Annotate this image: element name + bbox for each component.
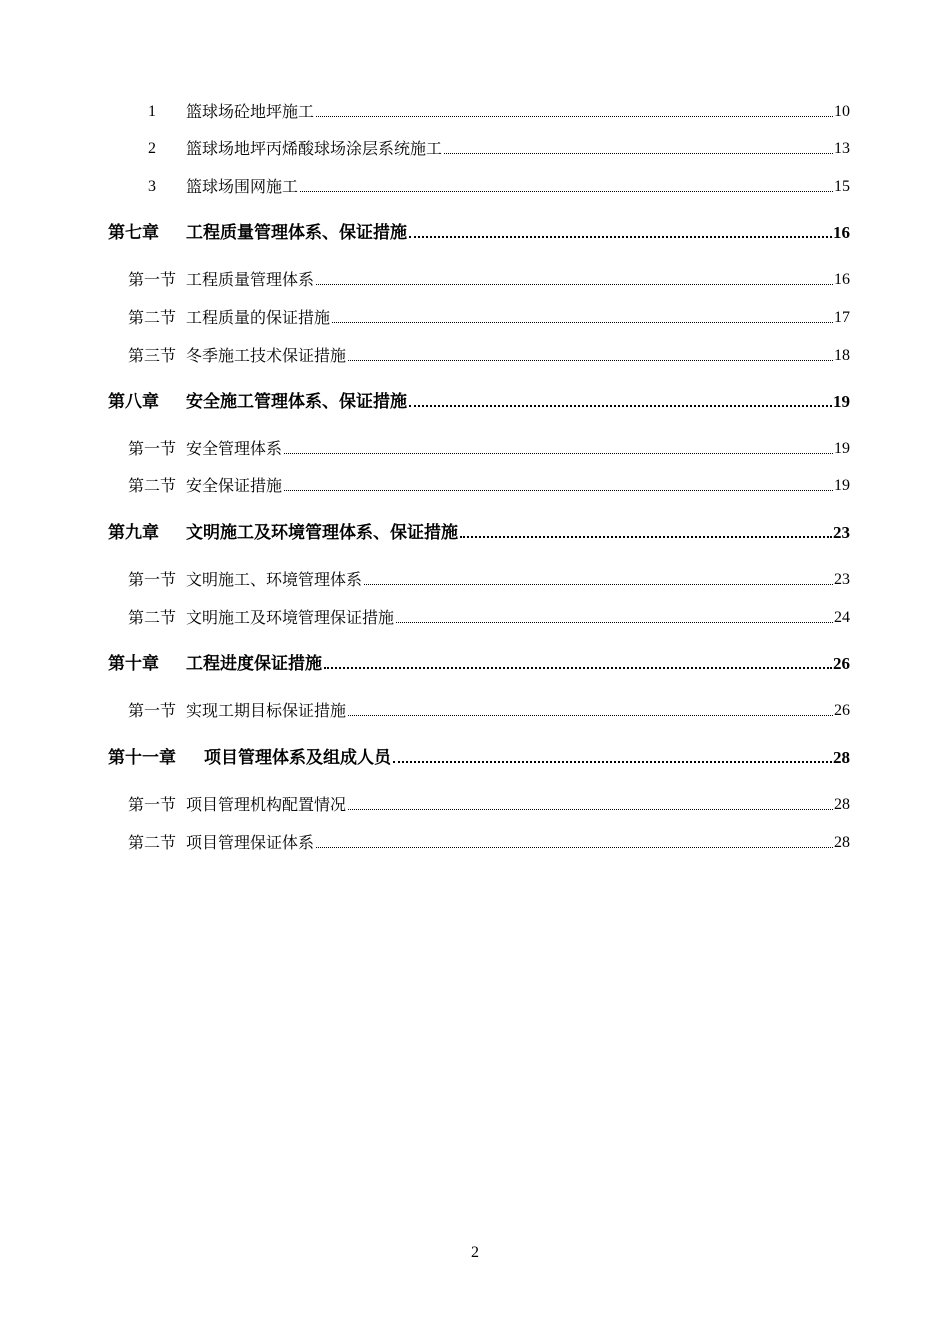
toc-entry-title: 篮球场地坪丙烯酸球场涂层系统施工 (186, 139, 443, 158)
toc-entry-number: 3 (148, 178, 156, 195)
toc-dot-leader (316, 284, 833, 285)
toc-entry-title: 工程质量的保证措施 (186, 308, 331, 327)
toc-entry-number: 第一节 (128, 570, 177, 589)
toc-dot-leader (316, 116, 833, 117)
toc-dot-leader (409, 405, 832, 407)
toc-section-entry[interactable] (108, 791, 850, 815)
toc-entry-page: 28 (834, 834, 850, 851)
toc-chapter-entry[interactable] (108, 744, 850, 768)
toc-entry-number: 第二节 (128, 833, 177, 852)
toc-entry-title: 安全施工管理体系、保证措施 (186, 392, 407, 412)
toc-entry-number: 第八章 (108, 392, 159, 412)
toc-entry-title: 工程进度保证措施 (186, 654, 322, 674)
toc-entry-number: 第二节 (128, 476, 177, 495)
toc-chapter-entry[interactable] (108, 519, 850, 543)
toc-entry-page: 28 (833, 748, 850, 767)
toc-chapter-entry[interactable] (108, 388, 850, 412)
toc-entry-title: 篮球场砼地坪施工 (186, 102, 315, 121)
toc-dot-leader (300, 191, 833, 192)
toc-entry-page: 26 (833, 654, 850, 673)
toc-entry-page: 16 (834, 271, 850, 288)
toc-entry-title: 工程质量管理体系 (186, 270, 315, 289)
toc-dot-leader (348, 360, 833, 361)
toc-dot-leader (348, 809, 833, 810)
toc-entry-number: 第三节 (128, 346, 177, 365)
toc-entry-number: 第九章 (108, 523, 159, 543)
toc-entry-page: 15 (834, 178, 850, 195)
toc-entry-number: 第一节 (128, 270, 177, 289)
page-number: 2 (471, 1244, 479, 1261)
toc-entry-number: 2 (148, 140, 156, 157)
toc-entry-number: 第二节 (128, 608, 177, 627)
toc-entry-number: 第一节 (128, 795, 177, 814)
toc-section-entry[interactable] (108, 566, 850, 590)
toc-entry-page: 23 (833, 523, 850, 542)
toc-entry-number: 第七章 (108, 223, 159, 243)
toc-entry-title: 工程质量管理体系、保证措施 (186, 223, 407, 243)
toc-item-entry[interactable] (108, 173, 850, 197)
toc-entry-title: 文明施工及环境管理保证措施 (186, 608, 395, 627)
toc-dot-leader (316, 847, 833, 848)
toc-dot-leader (409, 236, 832, 238)
toc-entry-number: 第一节 (128, 439, 177, 458)
toc-entry-title: 冬季施工技术保证措施 (186, 346, 347, 365)
toc-entry-title: 实现工期目标保证措施 (186, 701, 347, 720)
toc-section-entry[interactable] (108, 604, 850, 628)
toc-section-entry[interactable] (108, 829, 850, 853)
toc-dot-leader (284, 490, 833, 491)
toc-entry-number: 第一节 (128, 701, 177, 720)
toc-entry-page: 28 (834, 796, 850, 813)
toc-dot-leader (324, 667, 832, 669)
toc-section-entry[interactable] (108, 697, 850, 721)
toc-dot-leader (393, 761, 832, 763)
toc-dot-leader (396, 622, 833, 623)
toc-entry-page: 26 (834, 702, 850, 719)
toc-section-entry[interactable] (108, 435, 850, 459)
toc-dot-leader (348, 715, 833, 716)
toc-entry-page: 17 (834, 309, 850, 326)
toc-entry-title: 项目管理体系及组成人员 (204, 748, 391, 768)
toc-entry-title: 项目管理保证体系 (186, 833, 315, 852)
toc-entry-page: 16 (833, 223, 850, 242)
toc-section-entry[interactable] (108, 266, 850, 290)
toc-chapter-entry[interactable] (108, 650, 850, 674)
toc-chapter-entry[interactable] (108, 219, 850, 243)
toc-entry-number: 第二节 (128, 308, 177, 327)
toc-item-entry[interactable] (108, 135, 850, 159)
toc-entry-page: 19 (833, 392, 850, 411)
toc-entry-page: 19 (834, 440, 850, 457)
toc-entry-title: 篮球场围网施工 (186, 177, 299, 196)
toc-entry-page: 23 (834, 571, 850, 588)
toc-entry-title: 安全管理体系 (186, 439, 283, 458)
toc-dot-leader (444, 153, 833, 154)
toc-entry-page: 13 (834, 140, 850, 157)
toc-entry-page: 24 (834, 609, 850, 626)
toc-dot-leader (364, 584, 833, 585)
toc-entry-page: 10 (834, 103, 850, 120)
toc-entry-page: 19 (834, 477, 850, 494)
toc-item-entry[interactable] (108, 98, 850, 122)
toc-section-entry[interactable] (108, 342, 850, 366)
toc-entry-title: 安全保证措施 (186, 476, 283, 495)
toc-entry-number: 第十一章 (108, 748, 176, 768)
toc-entry-page: 18 (834, 347, 850, 364)
toc-dot-leader (332, 322, 833, 323)
toc-entry-title: 文明施工及环境管理体系、保证措施 (186, 523, 458, 543)
toc-entry-number: 第十章 (108, 654, 159, 674)
toc-section-entry[interactable] (108, 472, 850, 496)
toc-dot-leader (284, 453, 833, 454)
toc-entry-title: 项目管理机构配置情况 (186, 795, 347, 814)
toc-section-entry[interactable] (108, 304, 850, 328)
toc-entry-number: 1 (148, 103, 156, 120)
toc-entry-title: 文明施工、环境管理体系 (186, 570, 363, 589)
toc-dot-leader (460, 536, 832, 538)
